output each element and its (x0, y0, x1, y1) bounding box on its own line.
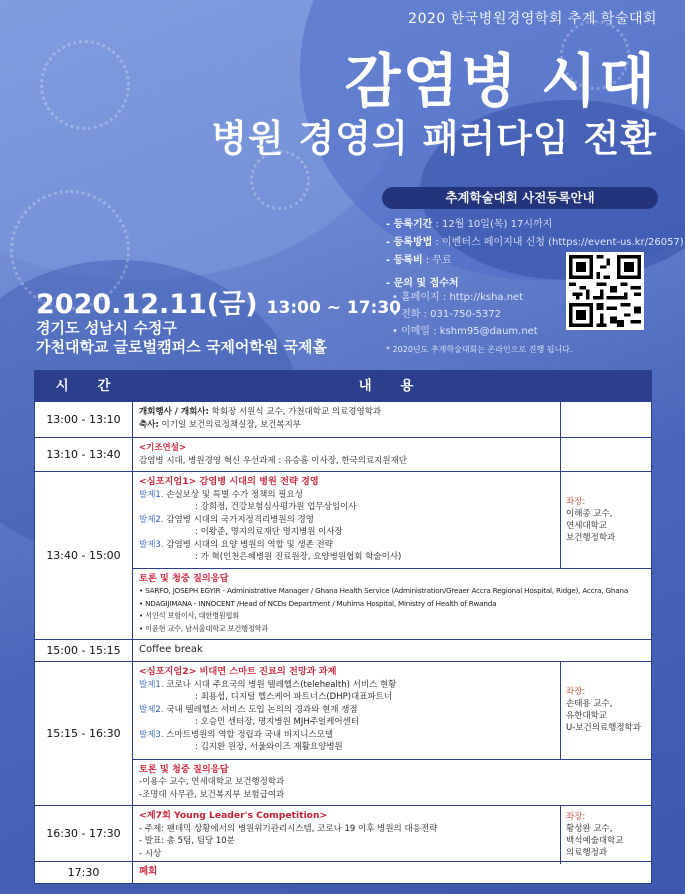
session (133, 806, 651, 864)
chair-name: 손태용 교수, (566, 699, 613, 710)
talk (139, 704, 554, 717)
talk-label: 발제1. (139, 679, 164, 690)
session-content (133, 662, 560, 759)
header-time: 시 간 (55, 378, 123, 394)
talk-speaker: : 김지환 원장, 서울와이즈 재활요양병원 (195, 742, 343, 752)
chair-affiliation: 유한대학교 (566, 711, 608, 722)
registration-key: - 등록비 (386, 255, 423, 266)
closing: 폐회 (139, 866, 158, 878)
table-row (35, 437, 651, 471)
registration-row (386, 234, 684, 252)
online-note: * 2020년도 추계학술대회는 온라인으로 진행 됩니다. (386, 345, 573, 354)
contact-phone: • 전화 : 031-750-5372 (392, 309, 501, 320)
talk-speaker: : 가 혁(인천은혜병원 진료원장, 요양병원협회 학술이사) (195, 552, 402, 562)
content-cell (133, 806, 651, 861)
talk-title: 스마트병원의 역할 정립과 국내 비지니스모델 (163, 729, 334, 740)
chair-affiliation: 연세대학교 (566, 520, 608, 531)
discussion-title: 토론 및 청중 질의응답 (139, 763, 229, 775)
opening-line (139, 406, 554, 419)
talk (139, 489, 554, 502)
contact-email[interactable]: • 이메일 : kshm95@daum.net (392, 326, 538, 337)
session (133, 862, 651, 883)
program-table (34, 370, 652, 884)
discussion (133, 759, 651, 806)
chair-cell (560, 438, 651, 471)
table-row (35, 805, 651, 861)
registration-key: - 등록방법 (386, 237, 433, 248)
content-cell (133, 662, 651, 805)
subtitle: 병원 경영의 패러다임 전환 (211, 117, 657, 160)
table-header (35, 371, 651, 401)
coffee-break: Coffee break (139, 644, 203, 656)
chair-cell (560, 402, 651, 437)
contact-title: - 문의 및 접수처 (386, 278, 459, 289)
talk-title: 손실보상 및 특별 수가 정책의 필요성 (163, 489, 303, 500)
time-cell: 17:30 (35, 862, 133, 883)
symposium2-title: <심포지엄2> 비대면 스마트 진료의 전망과 과제 (139, 666, 337, 677)
content-cell (133, 862, 651, 883)
chair-cell (560, 662, 651, 759)
table-row (35, 401, 651, 437)
event-name: 2020 한국병원경영학회 추계 학술대회 (408, 11, 657, 27)
table-row (35, 639, 651, 661)
session-content (133, 402, 560, 437)
competition-line: - 주제: 팬데믹 상황에서의 병원위기관리시스템, 코로나 19 이후 병원의 대응전략 (139, 823, 438, 834)
virus-decoration-icon (40, 40, 130, 130)
time-cell: 13:00 - 13:10 (35, 402, 133, 437)
time-cell: 15:00 - 15:15 (35, 640, 133, 661)
content-cell (133, 402, 651, 437)
talk-label: 발제3. (139, 729, 164, 740)
discussion-content (133, 760, 651, 806)
chair-department: 의료행정과 (566, 848, 608, 858)
chair-affiliation: 백석예술대학교 (566, 836, 624, 846)
registration-value: : 무료 (422, 255, 452, 266)
session (133, 472, 651, 568)
table-row (35, 861, 651, 883)
congrats-text: 이기일 보건의료정책실장, 보건복지부 (158, 419, 302, 430)
talk-label: 발제1. (139, 489, 164, 500)
session (133, 438, 651, 471)
talk-label: 발제3. (139, 539, 164, 550)
table-row (35, 471, 651, 639)
chair-department: U-보건의료행정학과 (566, 723, 641, 734)
discussion-content (133, 569, 651, 640)
discussion-title: 토론 및 청중 질의응답 (139, 572, 229, 584)
talk-speaker: : 강희정, 건강보험심사평가원 업무상임이사 (195, 502, 357, 512)
chair-label: 좌장: (566, 496, 586, 507)
congrats-line (139, 419, 554, 432)
chair-cell (560, 472, 651, 568)
qr-code-graphic (569, 255, 641, 327)
registration-value: : 12월 10일(목) 17시까지 (432, 219, 553, 230)
content-cell (133, 438, 651, 471)
discussant: • NDAGIJIMANA - INNOCENT /Head of NCDs Department / Muhima Hospital, Ministry of Health of Rwanda (139, 598, 497, 608)
registration-row (386, 216, 676, 234)
discussion (133, 568, 651, 640)
symposium1-title: <심포지엄1> 감염병 시대의 병원 전략 경영 (139, 476, 319, 487)
competition-line: - 발표: 총 5팀, 팀당 10분 (139, 836, 235, 846)
time-cell: 16:30 - 17:30 (35, 806, 133, 861)
keynote-text: 감염병 시대, 병원경영 혁신 우선과제 : 유승흠 이사장, 한국의료지원재단 (139, 455, 408, 466)
session-content (133, 472, 560, 568)
talk (139, 729, 554, 742)
session-content (133, 438, 560, 471)
venue-line2: 가천대학교 글로벌캠퍼스 국제어학원 국제홀 (36, 338, 327, 356)
discussant: • 이윤현 교수, 남서울대학교 보건행정학과 (139, 623, 269, 633)
talk-speaker: : 오승민 센터장, 명지병원 MJH주얼케어센터 (195, 717, 359, 727)
talk-title: 감염병 시대의 요양 병원의 역할 및 생존 전략 (163, 539, 333, 550)
discussant: -이용수 교수, 연세대학교 보건행정학과 (139, 777, 285, 787)
chair-label: 좌장: (566, 687, 586, 698)
talk (139, 514, 554, 527)
registration-key: - 등록기간 (386, 219, 433, 230)
talk-speaker: : 최용섭, 디지털 헬스케어 파트너스(DHP)대표파트너 (195, 692, 393, 702)
keynote-title: <기조연설> (139, 443, 187, 453)
talk-label: 발제2. (139, 514, 164, 525)
session-content (133, 806, 560, 864)
registration-value[interactable]: : 이벤터스 페이지내 신청 (https://event-us.kr/26057) (432, 237, 684, 248)
discussant: • SARFO, JOSEPH EGYIR - Administrative Manager / Ghana Health Service (Administration/Greaer Accra Regional Hospital, Ridge), Accra, Ghana (139, 586, 629, 595)
congrats-label: 축사: (139, 419, 159, 430)
competition-title: <제7회 Young Leader's Competition> (139, 810, 328, 821)
time-cell: 13:40 - 15:00 (35, 472, 133, 639)
table-row (35, 661, 651, 805)
chair-cell (560, 806, 651, 864)
time-cell: 15:15 - 16:30 (35, 662, 133, 805)
competition-line: - 시상 (139, 848, 162, 859)
session (133, 662, 651, 759)
header-content: 내 용 (358, 378, 426, 394)
chair-name: 이해종 교수, (566, 508, 613, 519)
talk-speaker: : 이왕준, 명지의료재단 명지병원 이사장 (195, 527, 343, 537)
chair-department: 보건행정학과 (566, 532, 616, 543)
qr-code-icon[interactable] (566, 252, 644, 330)
session (133, 640, 651, 661)
session (133, 402, 651, 437)
time-cell: 13:10 - 13:40 (35, 438, 133, 471)
content-cell (133, 472, 651, 639)
time-text: 13:00 ~ 17:30 (266, 298, 401, 318)
chair-label: 좌장: (566, 812, 586, 822)
venue-line1: 경기도 성남시 수정구 (36, 319, 177, 337)
talk (139, 679, 554, 692)
talk-title: 코로나 시대 주요국의 병원 텔레헬스(telehealth) 서비스 현황 (163, 679, 397, 690)
discussant: • 서인석 보험이사, 대한병원협회 (139, 611, 240, 620)
opening-label: 개회행사 / 개회사: (139, 407, 209, 417)
registration-title: 추계학술대회 사전등록안내 (382, 187, 658, 209)
content-cell (133, 640, 651, 661)
opening-text: 학회장 서원식 교수, 가천대학교 의료경영학과 (208, 407, 382, 417)
talk-label: 발제2. (139, 704, 164, 715)
talk-title: 국내 텔레헬스 서비스 도입 논의의 경과와 현재 쟁점 (163, 704, 358, 715)
date-text: 2020.12.11(금) (36, 289, 258, 320)
contact-homepage[interactable]: • 홈페이지 : http://ksha.net (392, 292, 524, 303)
talk (139, 539, 554, 552)
discussant: -조명대 사무관, 보건복지부 보험급여과 (139, 789, 285, 800)
chair-name: 황성완 교수, (566, 824, 613, 834)
talk-title: 감염병 시대의 국가지정격리병원의 경영 (163, 514, 314, 525)
event-date (36, 282, 401, 321)
main-title: 감염병 시대 (344, 47, 657, 115)
